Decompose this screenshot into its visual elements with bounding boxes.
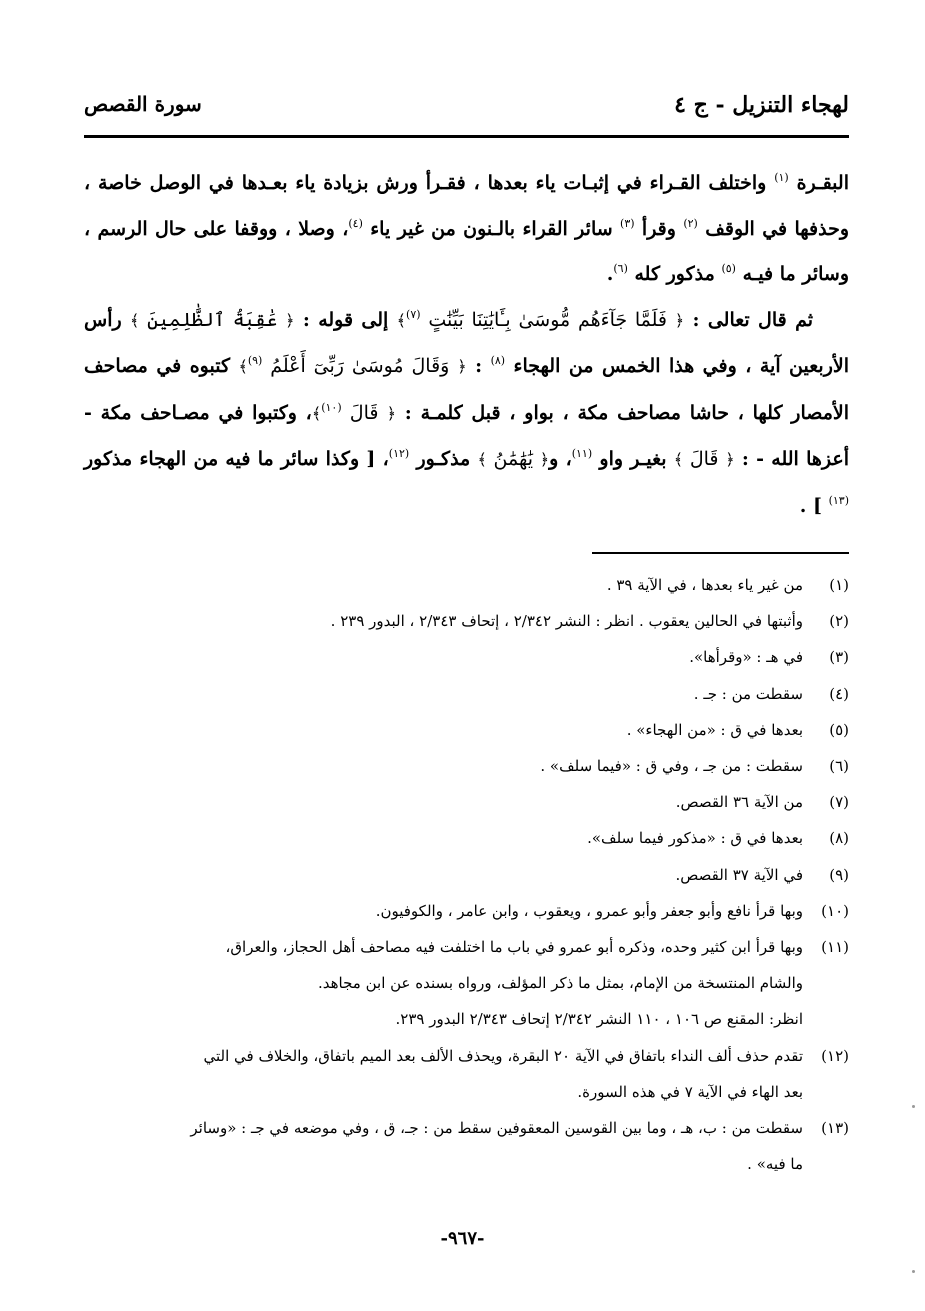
ornate-bracket-open: ﴿ bbox=[539, 450, 550, 469]
text: ، وصلا ، ووقفا على حال الرسم ، وسائر ما فيـه bbox=[84, 217, 849, 285]
footnote-ref-13: (١٣) bbox=[828, 493, 849, 507]
paragraph-2 bbox=[84, 295, 849, 527]
text: : bbox=[466, 355, 491, 377]
quran-verse: قَالَ bbox=[341, 401, 387, 424]
footnote-item bbox=[84, 784, 849, 820]
quran-verse: وَقَالَ مُوسَىٰ رَبِّىٓ أَعْلَمُ bbox=[262, 355, 458, 377]
footnote-line: وأثبتها في الحالين يعقوب . انظر : النشر ٢/٣٤٢ ، إتحاف ٢/٣٤٣ ، البدور ٢٣٩ . bbox=[330, 612, 803, 631]
footnote-item bbox=[84, 676, 849, 712]
footnote-number: (١٠) bbox=[821, 901, 849, 920]
paragraph-1 bbox=[84, 158, 849, 295]
footnote-item bbox=[84, 603, 849, 639]
footnote-ref-11: (١١) bbox=[571, 447, 593, 460]
footnote-line: سقطت : من جـ ، وفي ق : «فيما سلف» . bbox=[540, 757, 803, 776]
footnote-ref-8: (٨) bbox=[490, 354, 506, 367]
ornate-bracket-close: ﴾ bbox=[130, 310, 140, 330]
main-text bbox=[84, 158, 849, 526]
footnote-text bbox=[84, 676, 803, 712]
footnote-item bbox=[84, 857, 849, 893]
footnote-number: (٤) bbox=[829, 684, 849, 703]
footnote-line: وبها قرأ ابن كثير وحده، وذكره أبو عمرو في باب ما اختلفت فيه مصاحف أهل الحجاز، والعراق، bbox=[225, 938, 803, 957]
text: . bbox=[606, 263, 614, 285]
footnote-item bbox=[84, 567, 849, 603]
footnote-text bbox=[84, 893, 803, 929]
footnote-number: (٣) bbox=[829, 648, 849, 667]
footnote-text bbox=[84, 857, 803, 893]
ornate-bracket-open: ﴿ bbox=[457, 357, 467, 376]
text: كتبوه في مصاحف الأمصار كلها ، حاشا مصاحف مكة ، بواو ، قبل كلمـة : bbox=[84, 355, 849, 424]
footnote-text bbox=[84, 712, 803, 748]
footnote-item bbox=[84, 929, 849, 1038]
running-header bbox=[84, 92, 849, 132]
footnote-line: من الآية ٣٦ القصص. bbox=[675, 793, 803, 812]
footnote-text bbox=[84, 603, 803, 639]
ornate-bracket-open: ﴿ bbox=[285, 310, 295, 330]
ornate-bracket-open: ﴿ bbox=[674, 310, 685, 330]
scan-speck bbox=[912, 1270, 915, 1273]
footnote-ref-6: (٦) bbox=[613, 262, 628, 275]
footnote-item bbox=[84, 748, 849, 784]
footnote-number: (٧) bbox=[829, 793, 849, 812]
quran-verse: عَٰقِبَةُ ٱلظَّٰلِمِينَ bbox=[139, 308, 286, 331]
ornate-bracket-close: ﴾ bbox=[396, 310, 407, 330]
text: واختلف القـراء في إثبـات ياء بعدها ، فقـرأ ورش بزيادة ياء بعـدها في الوصل خاصة ، وحذفها في الوقف bbox=[84, 172, 850, 240]
text: ، وكتبوا في مصـاحف مكة - أعزها الله - : bbox=[84, 401, 849, 470]
footnote-ref-3: (٣) bbox=[620, 216, 635, 230]
text: مذكـور bbox=[409, 448, 478, 470]
footnote-item bbox=[84, 820, 849, 856]
footnote-text bbox=[84, 1110, 803, 1182]
footnote-line: ما فيه» . bbox=[747, 1155, 803, 1174]
footnote-number: (١٣) bbox=[821, 1119, 849, 1138]
footnote-item bbox=[84, 893, 849, 929]
surah-name: سورة القصص bbox=[84, 92, 202, 116]
page-number: -٩٦٧- bbox=[440, 1228, 485, 1249]
footnote-item bbox=[84, 1038, 849, 1110]
ornate-bracket-close: ﴾ bbox=[238, 357, 248, 376]
footnote-line: والشام المنتسخة من الإمام، بمثل ما ذكر المؤلف، ورواه بسنده عن ابن مجاهد. bbox=[318, 974, 803, 993]
footnote-text bbox=[84, 639, 803, 675]
footnote-line: من غير ياء بعدها ، في الآية ٣٩ . bbox=[606, 576, 803, 594]
footnote-line: سقطت من : جـ . bbox=[693, 684, 803, 703]
footnotes bbox=[84, 567, 849, 1182]
ornate-bracket-open: ﴿ bbox=[725, 450, 735, 469]
text: وقرأ bbox=[634, 217, 684, 240]
quran-verse: فَلَمَّا جَآءَهُم مُّوسَىٰ بِـَٔايَٰتِنَا بَيِّنَٰتٍ bbox=[420, 308, 675, 331]
footnote-ref-7: (٧) bbox=[406, 307, 421, 321]
footnote-ref-4: (٤) bbox=[348, 216, 363, 230]
footnote-ref-1: (١) bbox=[774, 171, 789, 184]
footnote-line: بعد الهاء في الآية ٧ في هذه السورة. bbox=[577, 1082, 803, 1101]
footnote-text bbox=[84, 748, 803, 784]
footnote-line: وبها قرأ نافع وأبو جعفر وأبو عمرو ، ويعقوب ، وابن عامر ، والكوفيون. bbox=[375, 901, 803, 920]
footnote-ref-2: (٢) bbox=[683, 216, 698, 230]
footnote-number: (١٢) bbox=[821, 1046, 849, 1065]
footnote-line: انظر: المقنع ص ١٠٦ ، ١١٠ النشر ٢/٣٤٢ إتحاف ٢/٣٤٣ البدور ٢٣٩. bbox=[395, 1010, 803, 1029]
footnote-number: (٩) bbox=[829, 865, 849, 884]
text: بغيـر واو bbox=[592, 448, 674, 470]
text: رأس الأربعين آية ، وفي هذا الخمس من الهجاء bbox=[84, 308, 849, 377]
text: ثم قال تعالى : bbox=[684, 308, 814, 331]
footnote-separator bbox=[592, 552, 849, 554]
footnote-ref-10: (١٠) bbox=[321, 400, 342, 414]
footnote-item bbox=[84, 1110, 849, 1182]
text: ] . bbox=[799, 494, 829, 517]
ornate-bracket-close: ﴾ bbox=[477, 450, 487, 469]
text: مذكور كله bbox=[627, 263, 722, 285]
footnote-number: (١) bbox=[829, 576, 849, 594]
footnote-text bbox=[84, 820, 803, 856]
footnote-ref-5: (٥) bbox=[721, 262, 736, 275]
footnote-item bbox=[84, 639, 849, 675]
text: ، و bbox=[549, 448, 572, 470]
footnote-number: (٥) bbox=[829, 720, 849, 739]
footnote-number: (٦) bbox=[829, 757, 849, 776]
footnote-line: بعدها في ق : «مذكور فيما سلف». bbox=[587, 829, 803, 848]
quran-verse: قَالَ bbox=[683, 448, 726, 470]
footnote-number: (١١) bbox=[821, 938, 849, 957]
ornate-bracket-close: ﴾ bbox=[673, 450, 684, 469]
header-rule bbox=[84, 135, 849, 138]
footnote-ref-9: (٩) bbox=[247, 354, 263, 367]
text: ، [ وكذا سائر ما فيه من الهجاء مذكور bbox=[84, 448, 389, 470]
footnote-ref-12: (١٢) bbox=[388, 447, 410, 460]
footnote-line: في هـ : «وقرأها». bbox=[689, 648, 803, 667]
scan-speck bbox=[912, 1105, 915, 1108]
footnote-line: تقدم حذف ألف النداء باتفاق في الآية ٢٠ البقرة، ويحذف الألف بعد الميم باتفاق، والخلاف في التي bbox=[203, 1046, 803, 1065]
footnote-text bbox=[84, 567, 803, 603]
ornate-bracket-close: ﴾ bbox=[311, 403, 322, 423]
footnote-line: سقطت من : ب، هـ ، وما بين القوسين المعقوفين سقط من : جـ، ق ، وفي موضعه في جـ : «وسائر bbox=[190, 1119, 803, 1138]
footnote-number: (٢) bbox=[829, 612, 849, 631]
footnote-text bbox=[84, 784, 803, 820]
ornate-bracket-open: ﴿ bbox=[386, 403, 397, 423]
footnote-text bbox=[84, 1038, 803, 1110]
text: البقـرة bbox=[788, 172, 849, 194]
text: إلى قوله : bbox=[294, 308, 397, 331]
footnote-item bbox=[84, 712, 849, 748]
footnote-text bbox=[84, 929, 803, 1038]
footnote-number: (٨) bbox=[829, 829, 849, 848]
quran-verse: يَٰهَٰمَٰنُ bbox=[486, 448, 540, 470]
footnote-line: في الآية ٣٧ القصص. bbox=[675, 865, 803, 884]
text: سائر القراء بالـنون من غير ياء bbox=[362, 217, 621, 240]
footnote-line: بعدها في ق : «من الهجاء» . bbox=[626, 720, 803, 739]
book-title: لهجاء التنزيل - ج ٤ bbox=[674, 92, 849, 118]
